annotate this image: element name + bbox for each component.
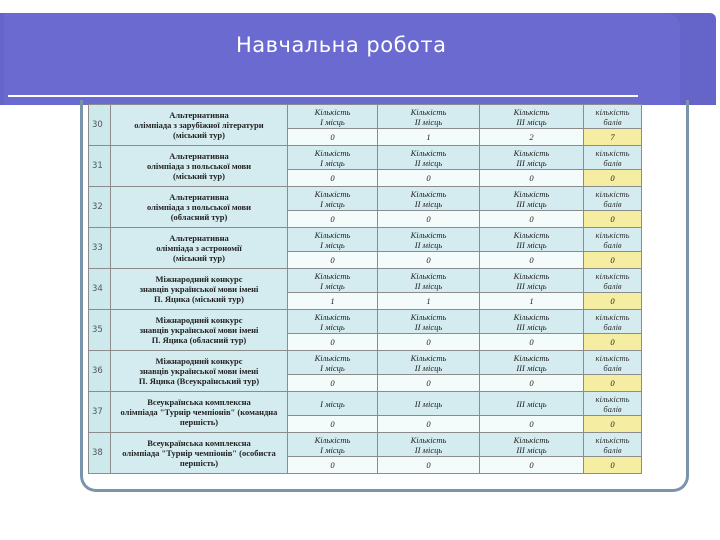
competition-name-line: олімпіада "Турнір чемпіонів" (командна <box>120 407 278 417</box>
first-place-header <box>288 392 378 416</box>
table-row <box>89 228 642 252</box>
first-place-header-line: I місць <box>320 321 345 332</box>
third-place-header-line: III місць <box>516 398 547 409</box>
competition-name-line: олімпіада з зарубіжної літератури <box>134 120 264 130</box>
points-header <box>584 433 642 457</box>
competition-name <box>111 187 288 228</box>
competition-name-line: (міський тур) <box>173 171 225 181</box>
third-place-header-line: Кількість <box>513 229 550 240</box>
second-place-header-line: Кількість <box>410 188 447 199</box>
second-place-header <box>378 392 480 416</box>
row-number: 30 <box>89 105 111 146</box>
first-place-header <box>288 228 378 252</box>
title-band <box>0 13 716 105</box>
first-place-header-line: Кількість <box>314 229 351 240</box>
results-table <box>88 104 642 474</box>
points-value: 0 <box>584 375 642 392</box>
slide-title: Навчальна робота <box>236 33 447 57</box>
third-place-count: 0 <box>480 252 584 269</box>
points-header-line: кількість <box>595 106 630 117</box>
points-value: 7 <box>584 129 642 146</box>
points-value: 0 <box>584 211 642 228</box>
points-header <box>584 146 642 170</box>
second-place-header-line: II місць <box>414 157 443 168</box>
first-place-header-line: I місць <box>320 280 345 291</box>
points-header-line: балів <box>603 239 622 250</box>
competition-name <box>111 351 288 392</box>
second-place-header <box>378 228 480 252</box>
competition-name-line: П. Яцика (обласний тур) <box>151 335 247 345</box>
first-place-header <box>288 351 378 375</box>
second-place-count: 0 <box>378 252 480 269</box>
second-place-header-line: Кількість <box>410 147 447 158</box>
points-header-line: кількість <box>595 311 630 322</box>
points-header <box>584 228 642 252</box>
second-place-header-line: II місць <box>414 116 443 127</box>
second-place-count: 1 <box>378 129 480 146</box>
third-place-header-line: Кількість <box>513 188 550 199</box>
competition-name-line: Альтернативна <box>169 151 229 161</box>
table-row <box>89 392 642 416</box>
third-place-header-line: III місць <box>516 444 547 455</box>
third-place-header <box>480 269 584 293</box>
first-place-count: 0 <box>288 334 378 351</box>
second-place-header <box>378 433 480 457</box>
third-place-header <box>480 105 584 129</box>
second-place-count: 1 <box>378 293 480 310</box>
points-header <box>584 187 642 211</box>
second-place-header-line: II місць <box>414 321 443 332</box>
third-place-count: 1 <box>480 293 584 310</box>
second-place-header-line: II місць <box>414 398 443 409</box>
points-header-line: балів <box>603 403 622 414</box>
points-header <box>584 269 642 293</box>
row-number: 34 <box>89 269 111 310</box>
first-place-header-line: I місць <box>320 239 345 250</box>
third-place-header <box>480 351 584 375</box>
third-place-header-line: III місць <box>516 198 547 209</box>
first-place-header-line: Кількість <box>314 147 351 158</box>
row-number: 38 <box>89 433 111 474</box>
third-place-header-line: Кількість <box>513 147 550 158</box>
points-value: 0 <box>584 293 642 310</box>
table-row <box>89 351 642 375</box>
points-header-line: балів <box>603 321 622 332</box>
row-number: 37 <box>89 392 111 433</box>
third-place-header-line: III місць <box>516 321 547 332</box>
second-place-header-line: Кількість <box>410 434 447 445</box>
row-number: 31 <box>89 146 111 187</box>
first-place-count: 0 <box>288 252 378 269</box>
third-place-header-line: III місць <box>516 362 547 373</box>
competition-name-line: Міжнародний конкурс <box>155 274 243 284</box>
third-place-count: 0 <box>480 375 584 392</box>
first-place-count: 0 <box>288 129 378 146</box>
second-place-header-line: II місць <box>414 198 443 209</box>
first-place-header-line: I місць <box>320 398 345 409</box>
first-place-header-line: Кількість <box>314 311 351 322</box>
third-place-header <box>480 187 584 211</box>
first-place-header-line: Кількість <box>314 352 351 363</box>
third-place-header <box>480 146 584 170</box>
second-place-header-line: II місць <box>414 280 443 291</box>
points-value: 0 <box>584 252 642 269</box>
first-place-header-line: Кількість <box>314 188 351 199</box>
row-number: 35 <box>89 310 111 351</box>
third-place-header-line: Кількість <box>513 352 550 363</box>
first-place-count: 0 <box>288 457 378 474</box>
first-place-header-line: Кількість <box>314 434 351 445</box>
row-number: 36 <box>89 351 111 392</box>
competition-name-line: олімпіада з польської мови <box>146 202 252 212</box>
competition-name-line: знавців української мови імені <box>139 366 259 376</box>
points-header-line: кількість <box>595 270 630 281</box>
title-box <box>4 13 680 105</box>
competition-name-line: Всеукраїнська комплексна <box>147 397 251 407</box>
points-header <box>584 310 642 334</box>
third-place-header-line: III місць <box>516 280 547 291</box>
third-place-header-line: Кількість <box>513 106 550 117</box>
first-place-count: 1 <box>288 293 378 310</box>
third-place-count: 0 <box>480 170 584 187</box>
table-row <box>89 105 642 129</box>
first-place-header-line: I місць <box>320 157 345 168</box>
points-value: 0 <box>584 416 642 433</box>
competition-name-line: Альтернативна <box>169 192 229 202</box>
competition-name <box>111 228 288 269</box>
third-place-header <box>480 392 584 416</box>
second-place-header <box>378 269 480 293</box>
points-header-line: кількість <box>595 147 630 158</box>
title-underline <box>8 95 638 97</box>
second-place-count: 0 <box>378 211 480 228</box>
competition-name-line: Міжнародний конкурс <box>155 315 243 325</box>
competition-name-line: Альтернативна <box>169 110 229 120</box>
competition-name-line: (обласний тур) <box>170 212 228 222</box>
first-place-header <box>288 187 378 211</box>
first-place-header <box>288 105 378 129</box>
points-header-line: балів <box>603 116 622 127</box>
third-place-count: 0 <box>480 416 584 433</box>
points-value: 0 <box>584 170 642 187</box>
points-header-line: кількість <box>595 188 630 199</box>
competition-name <box>111 310 288 351</box>
third-place-header-line: III місць <box>516 116 547 127</box>
first-place-header <box>288 310 378 334</box>
points-header-line: кількість <box>595 229 630 240</box>
points-value: 0 <box>584 457 642 474</box>
points-header-line: кількість <box>595 393 630 404</box>
third-place-header-line: III місць <box>516 157 547 168</box>
table-row <box>89 433 642 457</box>
first-place-header <box>288 433 378 457</box>
row-number: 33 <box>89 228 111 269</box>
first-place-count: 0 <box>288 170 378 187</box>
competition-name-line: першість) <box>179 458 219 468</box>
points-header-line: балів <box>603 198 622 209</box>
third-place-header <box>480 310 584 334</box>
third-place-header <box>480 433 584 457</box>
first-place-header <box>288 269 378 293</box>
competition-name-line: першість) <box>179 417 219 427</box>
second-place-header-line: II місць <box>414 362 443 373</box>
points-header-line: кількість <box>595 434 630 445</box>
first-place-header-line: I місць <box>320 444 345 455</box>
competition-name-line: П. Яцика (міський тур) <box>154 294 244 304</box>
third-place-count: 0 <box>480 334 584 351</box>
points-header <box>584 105 642 129</box>
second-place-count: 0 <box>378 416 480 433</box>
table-row <box>89 310 642 334</box>
competition-name-line: знавців української мови імені <box>139 284 259 294</box>
first-place-header-line: I місць <box>320 198 345 209</box>
second-place-header-line: II місць <box>414 239 443 250</box>
third-place-count: 2 <box>480 129 584 146</box>
first-place-count: 0 <box>288 375 378 392</box>
third-place-header-line: Кількість <box>513 434 550 445</box>
competition-name-line: олімпіада "Турнір чемпіонів" (особиста <box>122 448 276 458</box>
competition-name-line: знавців української мови імені <box>139 325 259 335</box>
competition-name <box>111 146 288 187</box>
second-place-header-line: Кількість <box>410 229 447 240</box>
table-row <box>89 146 642 170</box>
competition-name <box>111 105 288 146</box>
first-place-header <box>288 146 378 170</box>
second-place-header-line: Кількість <box>410 270 447 281</box>
second-place-count: 0 <box>378 170 480 187</box>
points-header-line: кількість <box>595 352 630 363</box>
third-place-header-line: Кількість <box>513 311 550 322</box>
third-place-header-line: III місць <box>516 239 547 250</box>
competition-name-line: олімпіада з польської мови <box>146 161 252 171</box>
results-table-body <box>89 105 642 474</box>
second-place-header <box>378 105 480 129</box>
table-row <box>89 187 642 211</box>
third-place-count: 0 <box>480 211 584 228</box>
points-header-line: балів <box>603 280 622 291</box>
competition-name <box>111 392 288 433</box>
competition-name <box>111 269 288 310</box>
competition-name-line: П. Яцика (Всеукраїнський тур) <box>138 376 260 386</box>
points-header-line: балів <box>603 362 622 373</box>
second-place-header <box>378 351 480 375</box>
second-place-count: 0 <box>378 334 480 351</box>
second-place-header <box>378 146 480 170</box>
competition-name-line: (міський тур) <box>173 253 225 263</box>
first-place-header-line: Кількість <box>314 270 351 281</box>
second-place-header <box>378 187 480 211</box>
first-place-header-line: Кількість <box>314 106 351 117</box>
row-number: 32 <box>89 187 111 228</box>
points-header-line: балів <box>603 444 622 455</box>
first-place-header-line: I місць <box>320 116 345 127</box>
points-header <box>584 351 642 375</box>
competition-name-line: олімпіада з астрономії <box>156 243 242 253</box>
first-place-header-line: I місць <box>320 362 345 373</box>
second-place-count: 0 <box>378 375 480 392</box>
second-place-count: 0 <box>378 457 480 474</box>
second-place-header-line: Кількість <box>410 311 447 322</box>
second-place-header-line: Кількість <box>410 352 447 363</box>
second-place-header-line: Кількість <box>410 106 447 117</box>
competition-name-line: Альтернативна <box>169 233 229 243</box>
points-header <box>584 392 642 416</box>
competition-name <box>111 433 288 474</box>
competition-name-line: Міжнародний конкурс <box>155 356 243 366</box>
points-value: 0 <box>584 334 642 351</box>
third-place-count: 0 <box>480 457 584 474</box>
first-place-count: 0 <box>288 211 378 228</box>
second-place-header-line: II місць <box>414 444 443 455</box>
table-row <box>89 269 642 293</box>
third-place-header-line: Кількість <box>513 270 550 281</box>
second-place-header <box>378 310 480 334</box>
first-place-count: 0 <box>288 416 378 433</box>
competition-name-line: (міський тур) <box>173 130 225 140</box>
competition-name-line: Всеукраїнська комплексна <box>147 438 251 448</box>
points-header-line: балів <box>603 157 622 168</box>
third-place-header <box>480 228 584 252</box>
